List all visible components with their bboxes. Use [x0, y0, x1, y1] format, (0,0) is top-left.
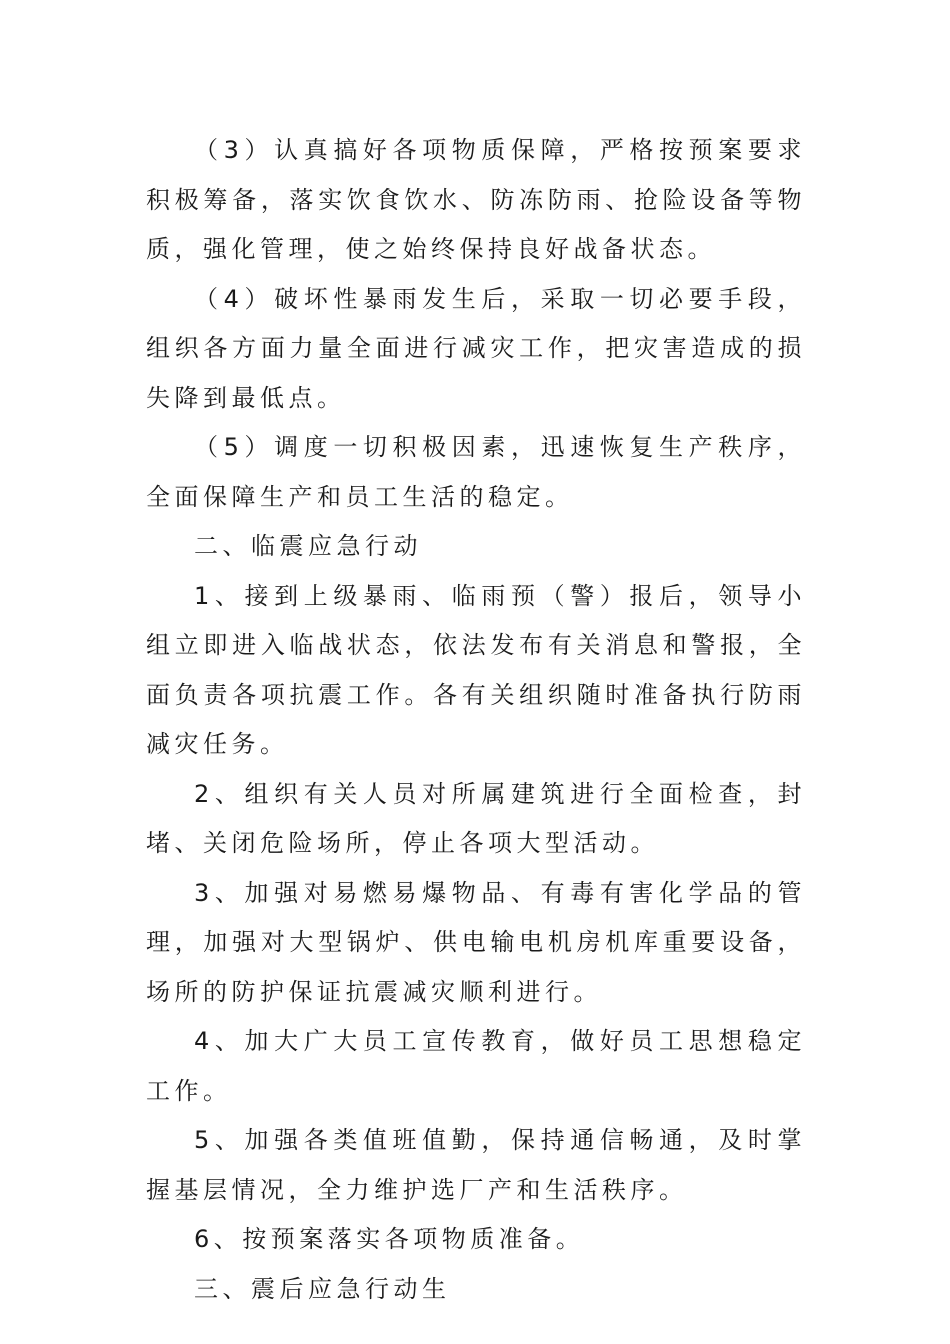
paragraph-step-3: 3、加强对易燃易爆物品、有毒有害化学品的管理，加强对大型锅炉、供电输电机房机库重要设备，场所的防护保证抗震减灾顺利进行。 — [146, 878, 806, 1006]
paragraph-step-6: 6、按预案落实各项物质准备。 — [194, 1225, 585, 1253]
document-body — [146, 126, 806, 1314]
paragraph-item-3: （3）认真搞好各项物质保障，严格按预案要求积极筹备，落实饮食饮水、防冻防雨、抢险设备等物质，强化管理，使之始终保持良好战备状态。 — [146, 136, 806, 263]
paragraph-step-4: 4、加大广大员工宣传教育，做好员工思想稳定工作。 — [146, 1027, 806, 1105]
section-heading-3: 三、震后应急行动生 — [194, 1274, 451, 1303]
paragraph-step-1: 1、接到上级暴雨、临雨预（警）报后，领导小组立即进入临战状态，依法发布有关消息和警报，全面负责各项抗震工作。各有关组织随时准备执行防雨减灾任务。 — [146, 581, 806, 758]
section-heading-2: 二、临震应急行动 — [194, 532, 422, 560]
paragraph-item-4: （4）破坏性暴雨发生后，采取一切必要手段，组织各方面力量全面进行减灾工作，把灾害造成的损失降到最低点。 — [146, 284, 806, 412]
paragraph-step-2: 2、组织有关人员对所属建筑进行全面检查，封堵、关闭危险场所，停止各项大型活动。 — [146, 779, 806, 857]
paragraph-item-5: （5）调度一切积极因素，迅速恢复生产秩序，全面保障生产和员工生活的稳定。 — [146, 433, 806, 511]
paragraph-step-5: 5、加强各类值班值勤，保持通信畅通，及时掌握基层情况，全力维护选厂产和生活秩序。 — [146, 1126, 806, 1204]
